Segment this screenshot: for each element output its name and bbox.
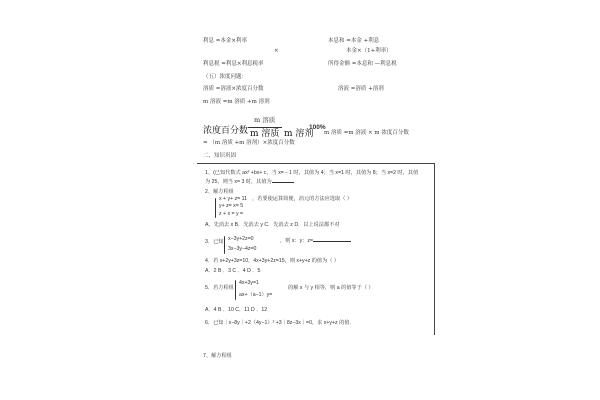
q2-equation-3: z + x = y = <box>219 211 244 217</box>
question-7: 7、解方程组 <box>203 353 232 359</box>
formula-solute: 溶质 =溶液×浓度百分数 <box>203 86 264 92</box>
q4-options: A．2 B ．3 C ．4 D ．5 <box>205 268 261 274</box>
q3-ask <box>280 238 351 245</box>
conc-fraction-line <box>248 127 282 128</box>
question-6: 6．已知｜x−8y｜+2（4y−1）² +3｜8z−3x｜=0，求 x+y+z 的值． <box>205 320 355 326</box>
question-1-line-1: 1、(已知代数式 ax² +bx+ c，当 x=－1 时，其值为 4；当 x=1 时，其值为 8；当 x=2 时，其值 <box>205 170 419 176</box>
question-1-text: 为 25，则当 x= 3 时，其值为 <box>205 179 272 185</box>
conc-tail: m 溶质 =m 溶液 × m 浓度百分数 <box>324 130 409 136</box>
answer-blank-1[interactable] <box>272 182 294 183</box>
q5-equation-1: 4x+3y=1 <box>239 280 259 286</box>
question-5-label: 5．若方程组 <box>205 285 234 291</box>
q5-ask: 的解 x 与 y 相等，则 a 的值等于（ ） <box>288 285 374 291</box>
question-1-line-2 <box>205 179 294 186</box>
question-3-label: 3．已知 <box>205 239 224 245</box>
formula-after-tax: 所得金额 =本息和 —利息税 <box>328 61 397 67</box>
conc-denominator: m 溶质 <box>250 129 280 139</box>
q3-equation-1: x−3y+2z=0 <box>228 236 254 242</box>
formula-principal-sum-2: 本金×（1+利率） <box>346 48 392 54</box>
formula-m-solution: m 溶液 =m 溶质 +m 溶剂 <box>203 99 270 105</box>
question-2-label: 2、解方程组 <box>205 189 234 195</box>
q2-options: A、先消去 x B．先消去 y C．先消去 z D．以上说法都不对 <box>205 222 340 228</box>
q3-ask-text: ，则 x：y：z= <box>280 238 314 244</box>
q5-options: A．4 B ．10 C．11 D ．12 <box>205 307 268 313</box>
formula-interest: 利息 =本金×利率 <box>203 38 247 44</box>
q2-equation-2: y+ z= x= 5 <box>219 203 244 209</box>
q3-equation-2: 3x−3y−4z=0 <box>228 246 257 252</box>
concentration-title: （五）浓度问题： <box>203 74 248 80</box>
q5-brace <box>235 280 236 300</box>
answer-blank-3[interactable] <box>313 241 351 242</box>
q5-equation-2: ax+（a−1）y= <box>239 292 273 298</box>
conc-numerator: m 溶质 <box>254 116 276 124</box>
formula-interest-tax: 利息税 =利息×利息税率 <box>203 61 264 67</box>
formula-mult-sign: × <box>274 48 279 54</box>
q2-brace <box>215 198 216 218</box>
formula-principal-sum: 本息和 =本金 +利息 <box>328 38 380 44</box>
box-top-border <box>197 163 434 164</box>
q2-equation-1: x + y+ z= 11 <box>219 196 248 202</box>
conc-denominator-2: m 溶剂 <box>284 129 314 139</box>
conc-lhs: 浓度百分数 <box>203 126 249 136</box>
section-title: 二、知识巩固 <box>203 153 237 159</box>
box-right-border <box>434 163 435 335</box>
q3-brace <box>224 236 225 254</box>
conc-line-2: = （m 溶质 +m 溶剂）×浓度百分数 <box>203 140 295 146</box>
question-4: 4．若 x+2y+3z=10，4x+3y+2z=15，则 x+y+z 的值为（ ） <box>205 258 340 264</box>
conc-percent: 100% <box>309 124 326 131</box>
formula-solution: 溶液 =溶质 +溶剂 <box>338 86 384 92</box>
q2-hint: ，若要使运算简便，消元的方法应选取（ ） <box>252 196 353 202</box>
